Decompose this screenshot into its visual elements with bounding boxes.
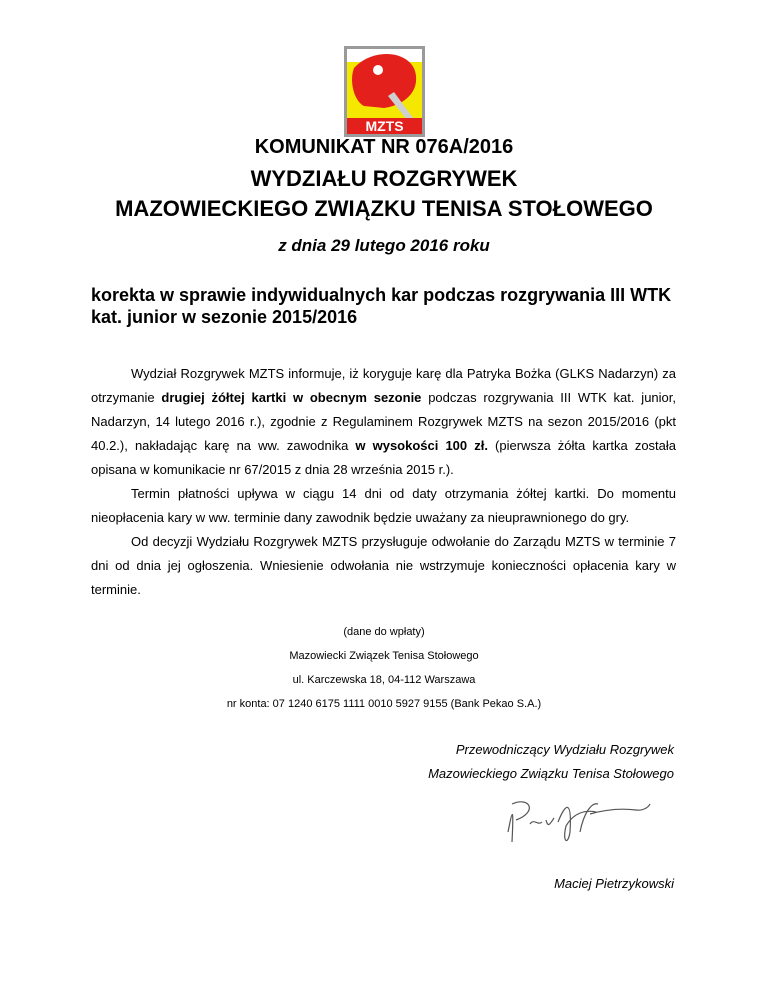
document-date: z dnia 29 lutego 2016 roku [278,236,490,255]
mzts-logo [344,46,425,137]
p1-text-a: Wydział Rozgrywek MZTS informuje, iż koryguje karę dla Patryka Bożka (GLKS Nadarzyn) za otrzymanie [91,366,676,405]
p1-bold-amount: w wysokości 100 zł. [355,438,488,453]
payment-address: ul. Karczewska 18, 04-112 Warszawa [292,674,476,686]
signature-title-line2: Mazowieckiego Związku Tenisa Stołowego [428,766,674,781]
paragraph-1 [91,362,676,482]
payment-label: (dane do wpłaty) [343,626,425,638]
p1-text-e: (pierwsza żółta kartka została opisana w komunikacie nr 67/2015 z dnia 28 września 2015 r.). [91,438,677,477]
signature-title-block [428,738,674,786]
payment-name: Mazowiecki Związek Tenisa Stołowego [289,650,479,662]
logo-text: MZTS [365,118,404,134]
paragraph-2: Termin płatności upływa w ciągu 14 dni od daty otrzymania żółtej kartki. Do momentu nieopłacenia kary w ww. terminie dany zawodnik będzie uważany za nieuprawnionego do gry. [91,486,676,525]
document-body [91,362,676,602]
payment-account: nr konta: 07 1240 6175 1111 0010 5927 9155 (Bank Pekao S.A.) [226,698,542,710]
p1-bold-yellow-card: drugiej żółtej kartki w obecnym sezonie [161,390,422,405]
komunikat-title: KOMUNIKAT NR 076A/2016 [254,136,514,158]
signer-name: Maciej Pietrzykowski [554,876,674,891]
association-title: MAZOWIECKIEGO ZWIĄZKU TENISA STOŁOWEGO [115,196,653,221]
p1-text-c: podczas rozgrywania III WTK kat. junior, Nadarzyn, 14 lutego 2016 r.), zgodnie z Regulaminem Rozgrywek MZTS na sezon 2015/2016 (pkt 40.2.), nakładając karę na ww. zawodnika [91,390,676,453]
document-subject: korekta w sprawie indywidualnych kar podczas rozgrywania III WTK kat. junior w sezonie 2015/2016 [91,285,672,327]
signature-title-line1: Przewodniczący Wydziału Rozgrywek [455,742,674,757]
paragraph-3: Od decyzji Wydziału Rozgrywek MZTS przysługuje odwołanie do Zarządu MZTS w terminie 7 dni od dnia jej ogłoszenia. Wniesienie odwołania nie wstrzymuje konieczności opłacenia kary w terminie. [91,534,676,597]
department-title: WYDZIAŁU ROZGRYWEK [250,166,518,191]
handwritten-signature [500,792,660,852]
